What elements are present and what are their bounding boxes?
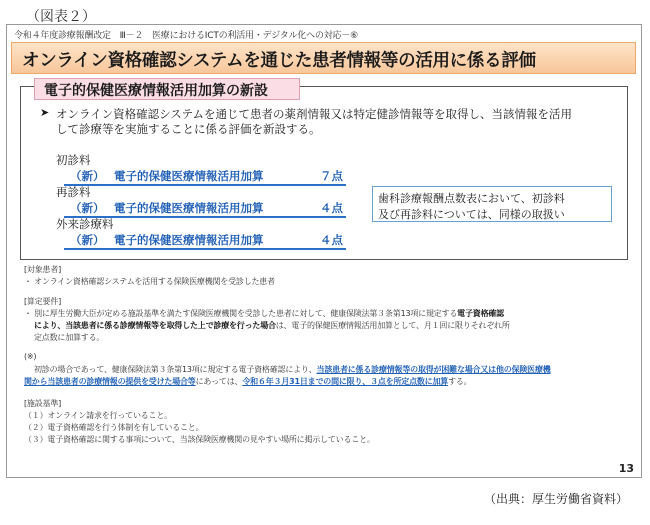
page-number: 13 — [618, 462, 634, 475]
requirements-line-2: により、当該患者に係る診療情報等を取得した上で診療を行った場合は、電子的保健医療情報活用加算として、月１回に限りそれぞれ所 — [34, 321, 510, 330]
fee-name: 電子的保健医療情報活用加算 — [114, 201, 264, 215]
facility-standard-item: （１）オンライン請求を行っていること。 — [24, 411, 172, 420]
revision-header: 令和４年度診療報酬改定 Ⅲ－２ 医療におけるICTの利活用・デジタル化への対応－⑥ — [14, 31, 358, 41]
fee-new-tag: （新） — [70, 169, 105, 183]
fee-new-tag: （新） — [70, 201, 105, 215]
fee-name: 電子的保健医療情報活用加算 — [114, 169, 264, 183]
fee-category-outpatient: 外来診療料 — [56, 217, 114, 231]
fee-category-revisit: 再診料 — [56, 185, 91, 199]
facility-standard-item: （３）電子資格確認に関する事項について、当該保険医療機関の見やすい場所に掲示していること。 — [24, 435, 375, 444]
emphasis-text: により、当該患者に係る診療情報等を取得した上で診療を行った場合 — [34, 321, 276, 330]
fee-new-tag: （新） — [70, 233, 105, 247]
section-heading: 電子的保健医療情報活用加算の新設 — [44, 83, 268, 99]
fee-underline — [64, 248, 346, 250]
emphasis-text: 令和６年３月31日までの間に限り、３点を所定点数に加算 — [242, 377, 449, 386]
slide-title: オンライン資格確認システムを通じた患者情報等の活用に係る評価 — [22, 51, 536, 71]
emphasis-text: 電子資格確認 — [457, 309, 504, 318]
fee-underline — [64, 184, 346, 186]
requirements-line-3: 定点数に加算する。 — [34, 333, 105, 342]
fee-name: 電子的保健医療情報活用加算 — [114, 233, 264, 247]
arrow-bullet-icon: ➤ — [40, 106, 50, 119]
fee-points: ７点 — [320, 169, 343, 183]
target-patients-heading: [対象患者] — [24, 265, 62, 274]
callout-line-2: 及び再診料については、同様の取扱い — [378, 208, 565, 221]
requirements-line-1: ・ 別に厚生労働大臣が定める施設基準を満たす保険医療機関を受診した患者に対して、健康保険法第３条第13項に規定する電子資格確認 — [24, 309, 504, 318]
note-line-1: 初診の場合であって、健康保険法第３条第13項に規定する電子資格確認により、当該患者に係る診療情報等の取得が困難な場合又は他の保険医療機 — [34, 365, 551, 374]
figure-label: （図表２） — [26, 9, 96, 25]
emphasis-text: 当該患者に係る診療情報等の取得が困難な場合又は他の保険医療機 — [316, 365, 551, 374]
intro-line-2: して診療等を実施することに係る評価を新設する。 — [56, 122, 321, 136]
target-patients-text: ・ オンライン資格確認システムを活用する保険医療機関を受診した患者 — [24, 277, 275, 286]
facility-standard-item: （２）電子資格確認を行う体制を有していること。 — [24, 423, 204, 432]
note-line-2: 関から当該患者の診療情報の提供を受けた場合等にあっては、令和６年３月31日までの間に限り、３点を所定点数に加算する。 — [24, 377, 472, 386]
intro-line-1: オンライン資格確認システムを通じて患者の薬剤情報又は特定健診情報等を取得し、当該情報を活用 — [56, 107, 572, 121]
note-heading: (※) — [24, 352, 37, 361]
callout-line-1: 歯科診療報酬点数表において、初診料 — [378, 192, 565, 205]
fee-points: ４点 — [320, 233, 343, 247]
fee-points: ４点 — [320, 201, 343, 215]
fee-category-initial: 初診料 — [56, 153, 91, 167]
emphasis-text: 関から当該患者の診療情報の提供を受けた場合等 — [24, 377, 196, 386]
facility-standards-heading: [施設基準] — [24, 399, 62, 408]
requirements-heading: [算定要件] — [24, 297, 62, 306]
source-citation: （出典：厚生労働省資料） — [483, 492, 628, 506]
